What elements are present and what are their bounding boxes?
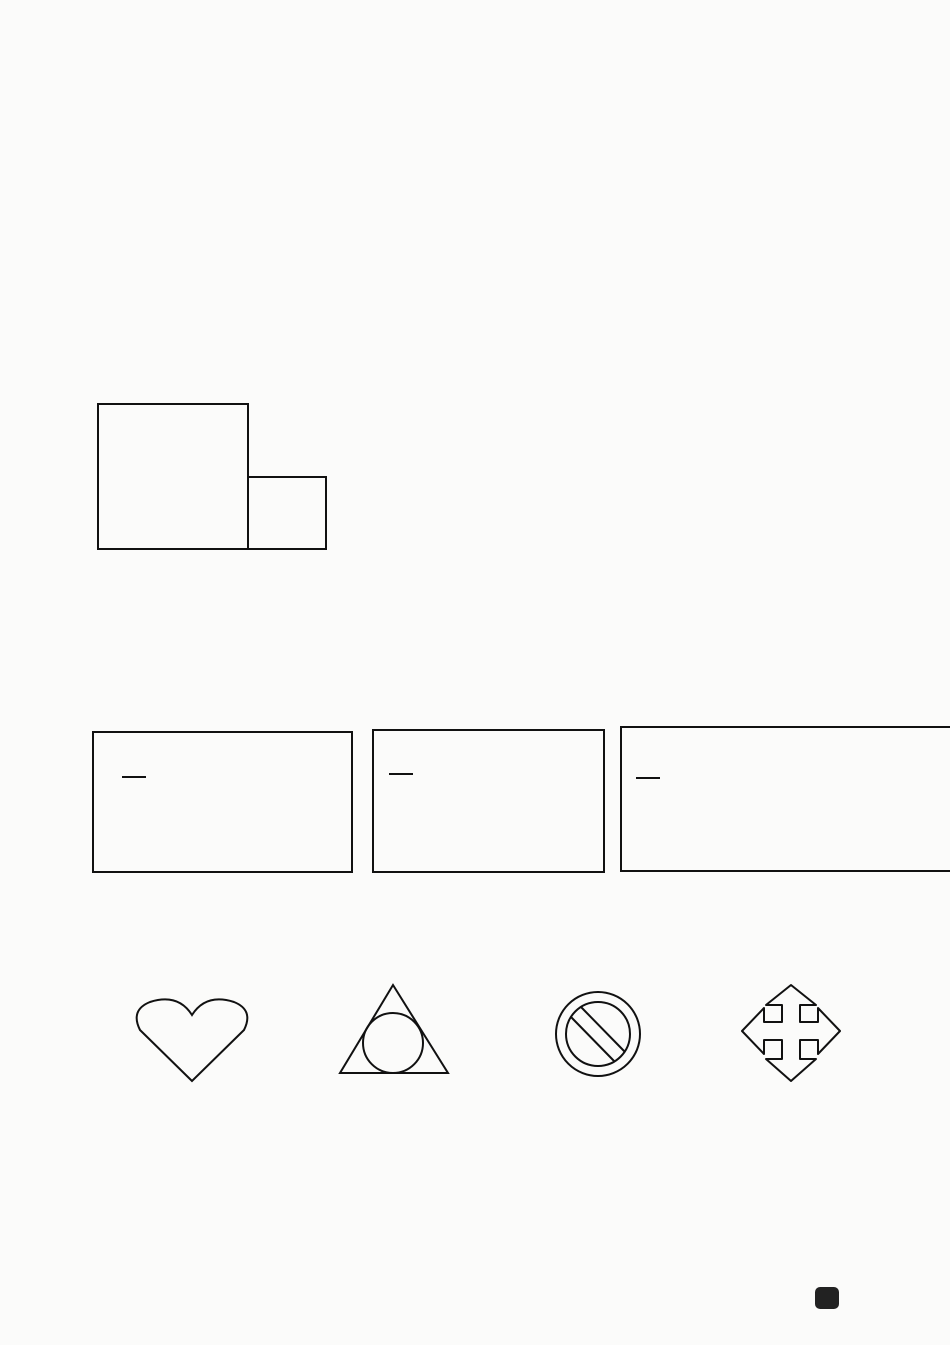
heart-figure <box>137 999 248 1081</box>
qr-code <box>760 1281 806 1327</box>
camscanner-logo-badge <box>815 1287 839 1309</box>
no-sign-figure <box>556 992 640 1076</box>
four-way-arrow-figure <box>742 985 840 1081</box>
triangle-circle-figure <box>340 985 448 1073</box>
